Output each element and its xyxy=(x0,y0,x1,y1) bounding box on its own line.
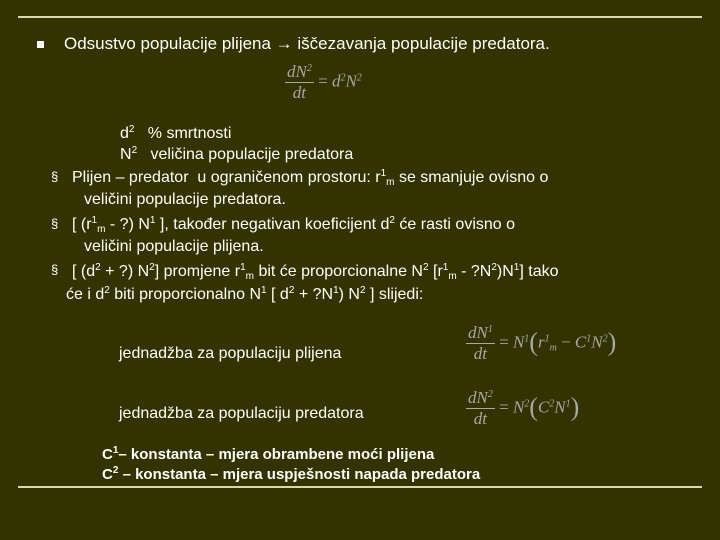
formula-fraction: $\frac{dN^1}{dt}$ xyxy=(468,323,493,363)
formula-fraction: $\frac{dN^2}{dt}$ xyxy=(468,388,493,428)
section-bullet-icon: § xyxy=(51,216,59,231)
constant-c1: $C^1-$ konstanta – mjera obrambene moći plijena xyxy=(102,445,435,463)
section-bullet-icon: § xyxy=(51,169,59,184)
label-prey-equation: jednadžba za populaciju plijena xyxy=(119,345,342,362)
formula-prey: $\frac{dN^1}{dt}$ = $N^1(r^1_m - C^1N^2)$ xyxy=(468,323,617,363)
legend-n2: $N^2$ veličina populacije predatora xyxy=(120,145,354,163)
formula-predator: $\frac{dN^2}{dt}$ = $N^2(C^2N^1)$ xyxy=(468,388,580,428)
bullet-1-line-1: Plijen – predator u ograničenom prostoru: $r^1_m$ se smanjuje ovisno o xyxy=(72,168,549,188)
label-predator-equation: jednadžba za populaciju predatora xyxy=(119,405,364,422)
square-bullet-icon xyxy=(37,41,44,48)
top-divider xyxy=(18,16,702,18)
formula-fraction: $\frac{dN^2}{dt}$ xyxy=(287,62,312,102)
bullet-2-line-1: [ ($r^1_m$ - ?) $N^1$ ], također negativan koeficijent $d^2$ će rasti ovisno o xyxy=(72,215,516,235)
constant-c2: $C^2$ – konstanta – mjera uspješnosti napada predatora xyxy=(102,465,481,483)
formula-predator-decline: $\frac{dN^2}{dt}$ = $d^2N^2$ xyxy=(287,62,362,102)
bullet-2-line-2: veličini populacije plijena. xyxy=(84,238,264,255)
legend-d2: $d^2$ % smrtnosti xyxy=(120,124,232,142)
section-bullet-icon: § xyxy=(51,262,59,277)
bullet-3-line-2: će i $d^2$ biti proporcionalno $N^1$ [ $d^2$ + $?N^1$) $N^2$ ] slijedi: xyxy=(66,285,424,303)
bullet-1-line-2: veličini populacije predatora. xyxy=(84,191,286,208)
slide-heading xyxy=(64,35,550,53)
bullet-3-line-1: [ ($d^2$ + ?) $N^2$] promjene $r^1_m$ bit će proporcionalne $N^2$ [$r^1_m$ - $?N^2)N^1$] tako xyxy=(72,262,559,282)
bottom-divider xyxy=(18,486,702,488)
heading-text: Odsustvo populacije plijena → iščezavanja populacije predatora. xyxy=(64,34,550,53)
